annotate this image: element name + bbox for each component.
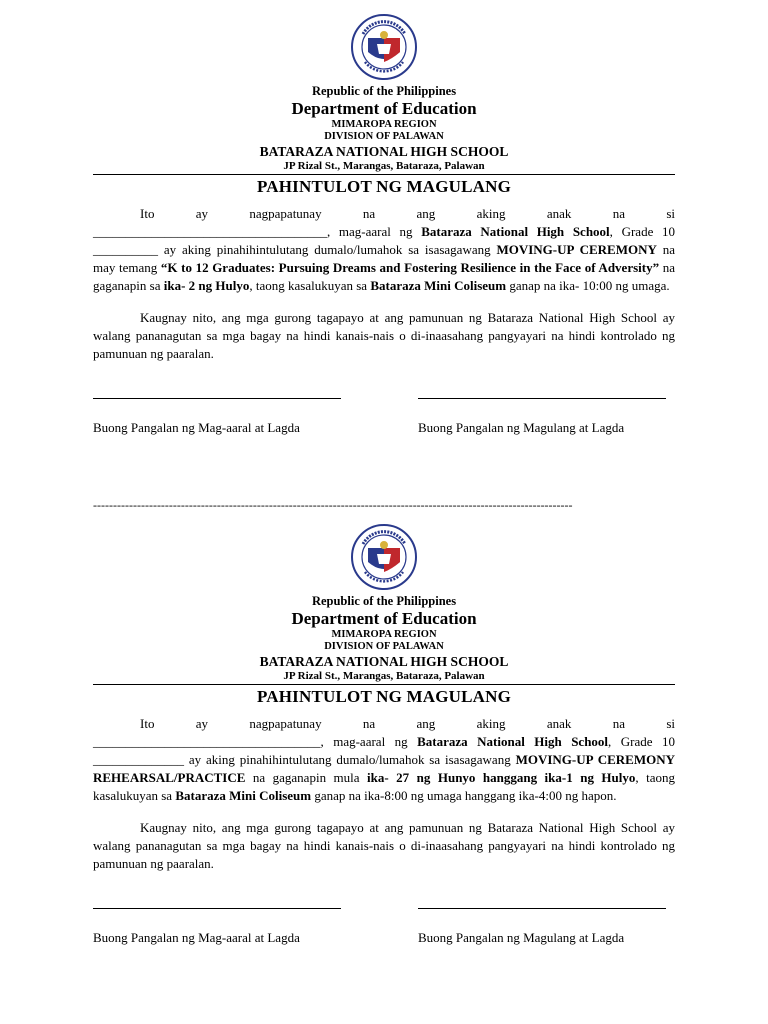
student-signature-label: Buong Pangalan ng Mag-aaral at Lagda — [93, 420, 300, 436]
student-signature-line[interactable] — [93, 398, 341, 399]
school-heading: BATARAZA NATIONAL HIGH SCHOOL — [259, 654, 509, 670]
signature-block — [93, 398, 675, 458]
consent-paragraph: ___________________________________, mag-aaral ng Bataraza National High School, Grade 10 ______________ ay aking pinahihintulutang dumalo/lumahok sa isasagawang MOVING-UP CEREMONY REHEARSAL/PRACTICE na gaganapin mula ika- 27 ng Hunyo hanggang ika-1 ng Hulyo, taong kasalukuyan sa Bataraza Mini Coliseum ganap na ika-8:00 ng umaga hanggang ika-4:00 ng hapon. — [93, 734, 675, 804]
form-title: PAHINTULOT NG MAGULANG — [256, 687, 512, 707]
student-name-blank[interactable]: ___________________________________ — [93, 734, 321, 750]
department-heading: Department of Education — [291, 99, 477, 119]
parent-signature-line[interactable] — [418, 398, 666, 399]
deped-seal-logo — [351, 14, 417, 80]
permission-slip-rehearsal — [93, 524, 675, 968]
student-signature-label: Buong Pangalan ng Mag-aaral at Lagda — [93, 930, 300, 946]
school-address: JP Rizal St., Marangas, Bataraza, Palawan — [283, 669, 485, 682]
region-heading: MIMAROPA REGION — [331, 628, 437, 640]
region-heading: MIMAROPA REGION — [331, 118, 437, 130]
division-heading: DIVISION OF PALAWAN — [324, 640, 444, 652]
student-signature-line[interactable] — [93, 908, 341, 909]
grade-section-blank[interactable]: ______________ — [93, 752, 184, 768]
division-heading: DIVISION OF PALAWAN — [324, 130, 444, 142]
republic-heading: Republic of the Philippines — [311, 594, 457, 608]
permission-slip-ceremony — [93, 14, 675, 458]
liability-paragraph: Kaugnay nito, ang mga gurong tagapayo at ang pamunuan ng Bataraza National High School ay walang pananagutan sa mga bagay na hindi kanais-nais o di-inaasahang pangyayari na hindi kontrolado ng pamunuan ng paaralan. — [93, 820, 675, 872]
parent-signature-line[interactable] — [418, 908, 666, 909]
school-address: JP Rizal St., Marangas, Bataraza, Palawan — [283, 159, 485, 172]
deped-seal-logo — [351, 524, 417, 590]
liability-paragraph: Kaugnay nito, ang mga gurong tagapayo at ang pamunuan ng Bataraza National High School ay walang pananagutan sa mga bagay na hindi kanais-nais o di-inaasahang pangyayari na hindi kontrolado ng pamunuan ng paaralan. — [93, 310, 675, 362]
department-heading: Department of Education — [291, 609, 477, 629]
form-title: PAHINTULOT NG MAGULANG — [256, 177, 512, 197]
parent-signature-label: Buong Pangalan ng Magulang at Lagda — [418, 930, 625, 946]
student-name-blank[interactable]: ____________________________________ — [93, 224, 327, 240]
republic-heading: Republic of the Philippines — [311, 84, 457, 98]
intro-line: Ito ay nagpapatunay na ang aking anak na si — [140, 716, 675, 732]
grade-section-blank[interactable]: __________ — [93, 242, 158, 258]
header-divider — [93, 174, 675, 175]
school-heading: BATARAZA NATIONAL HIGH SCHOOL — [259, 144, 509, 160]
consent-paragraph: ____________________________________, mag-aaral ng Bataraza National High School, Grade 10 __________ ay aking pinahihintulutang dumalo/lumahok sa isasagawang MOVING-UP CEREMONY na may temang “K to 12 Graduates: Pursuing Dreams and Fostering Resilience in the Face of Adversity” na gaganapin sa ika- 2 ng Hulyo, taong kasalukuyan sa Bataraza Mini Coliseum ganap na ika- 10:00 ng umaga. — [93, 224, 675, 294]
parent-signature-label: Buong Pangalan ng Magulang at Lagda — [418, 420, 625, 436]
header-divider — [93, 684, 675, 685]
intro-line: Ito ay nagpapatunay na ang aking anak na si — [140, 206, 675, 222]
cut-line: ------------------------------------------------------------------------------------------------------------------------ — [93, 499, 573, 511]
signature-block — [93, 908, 675, 968]
